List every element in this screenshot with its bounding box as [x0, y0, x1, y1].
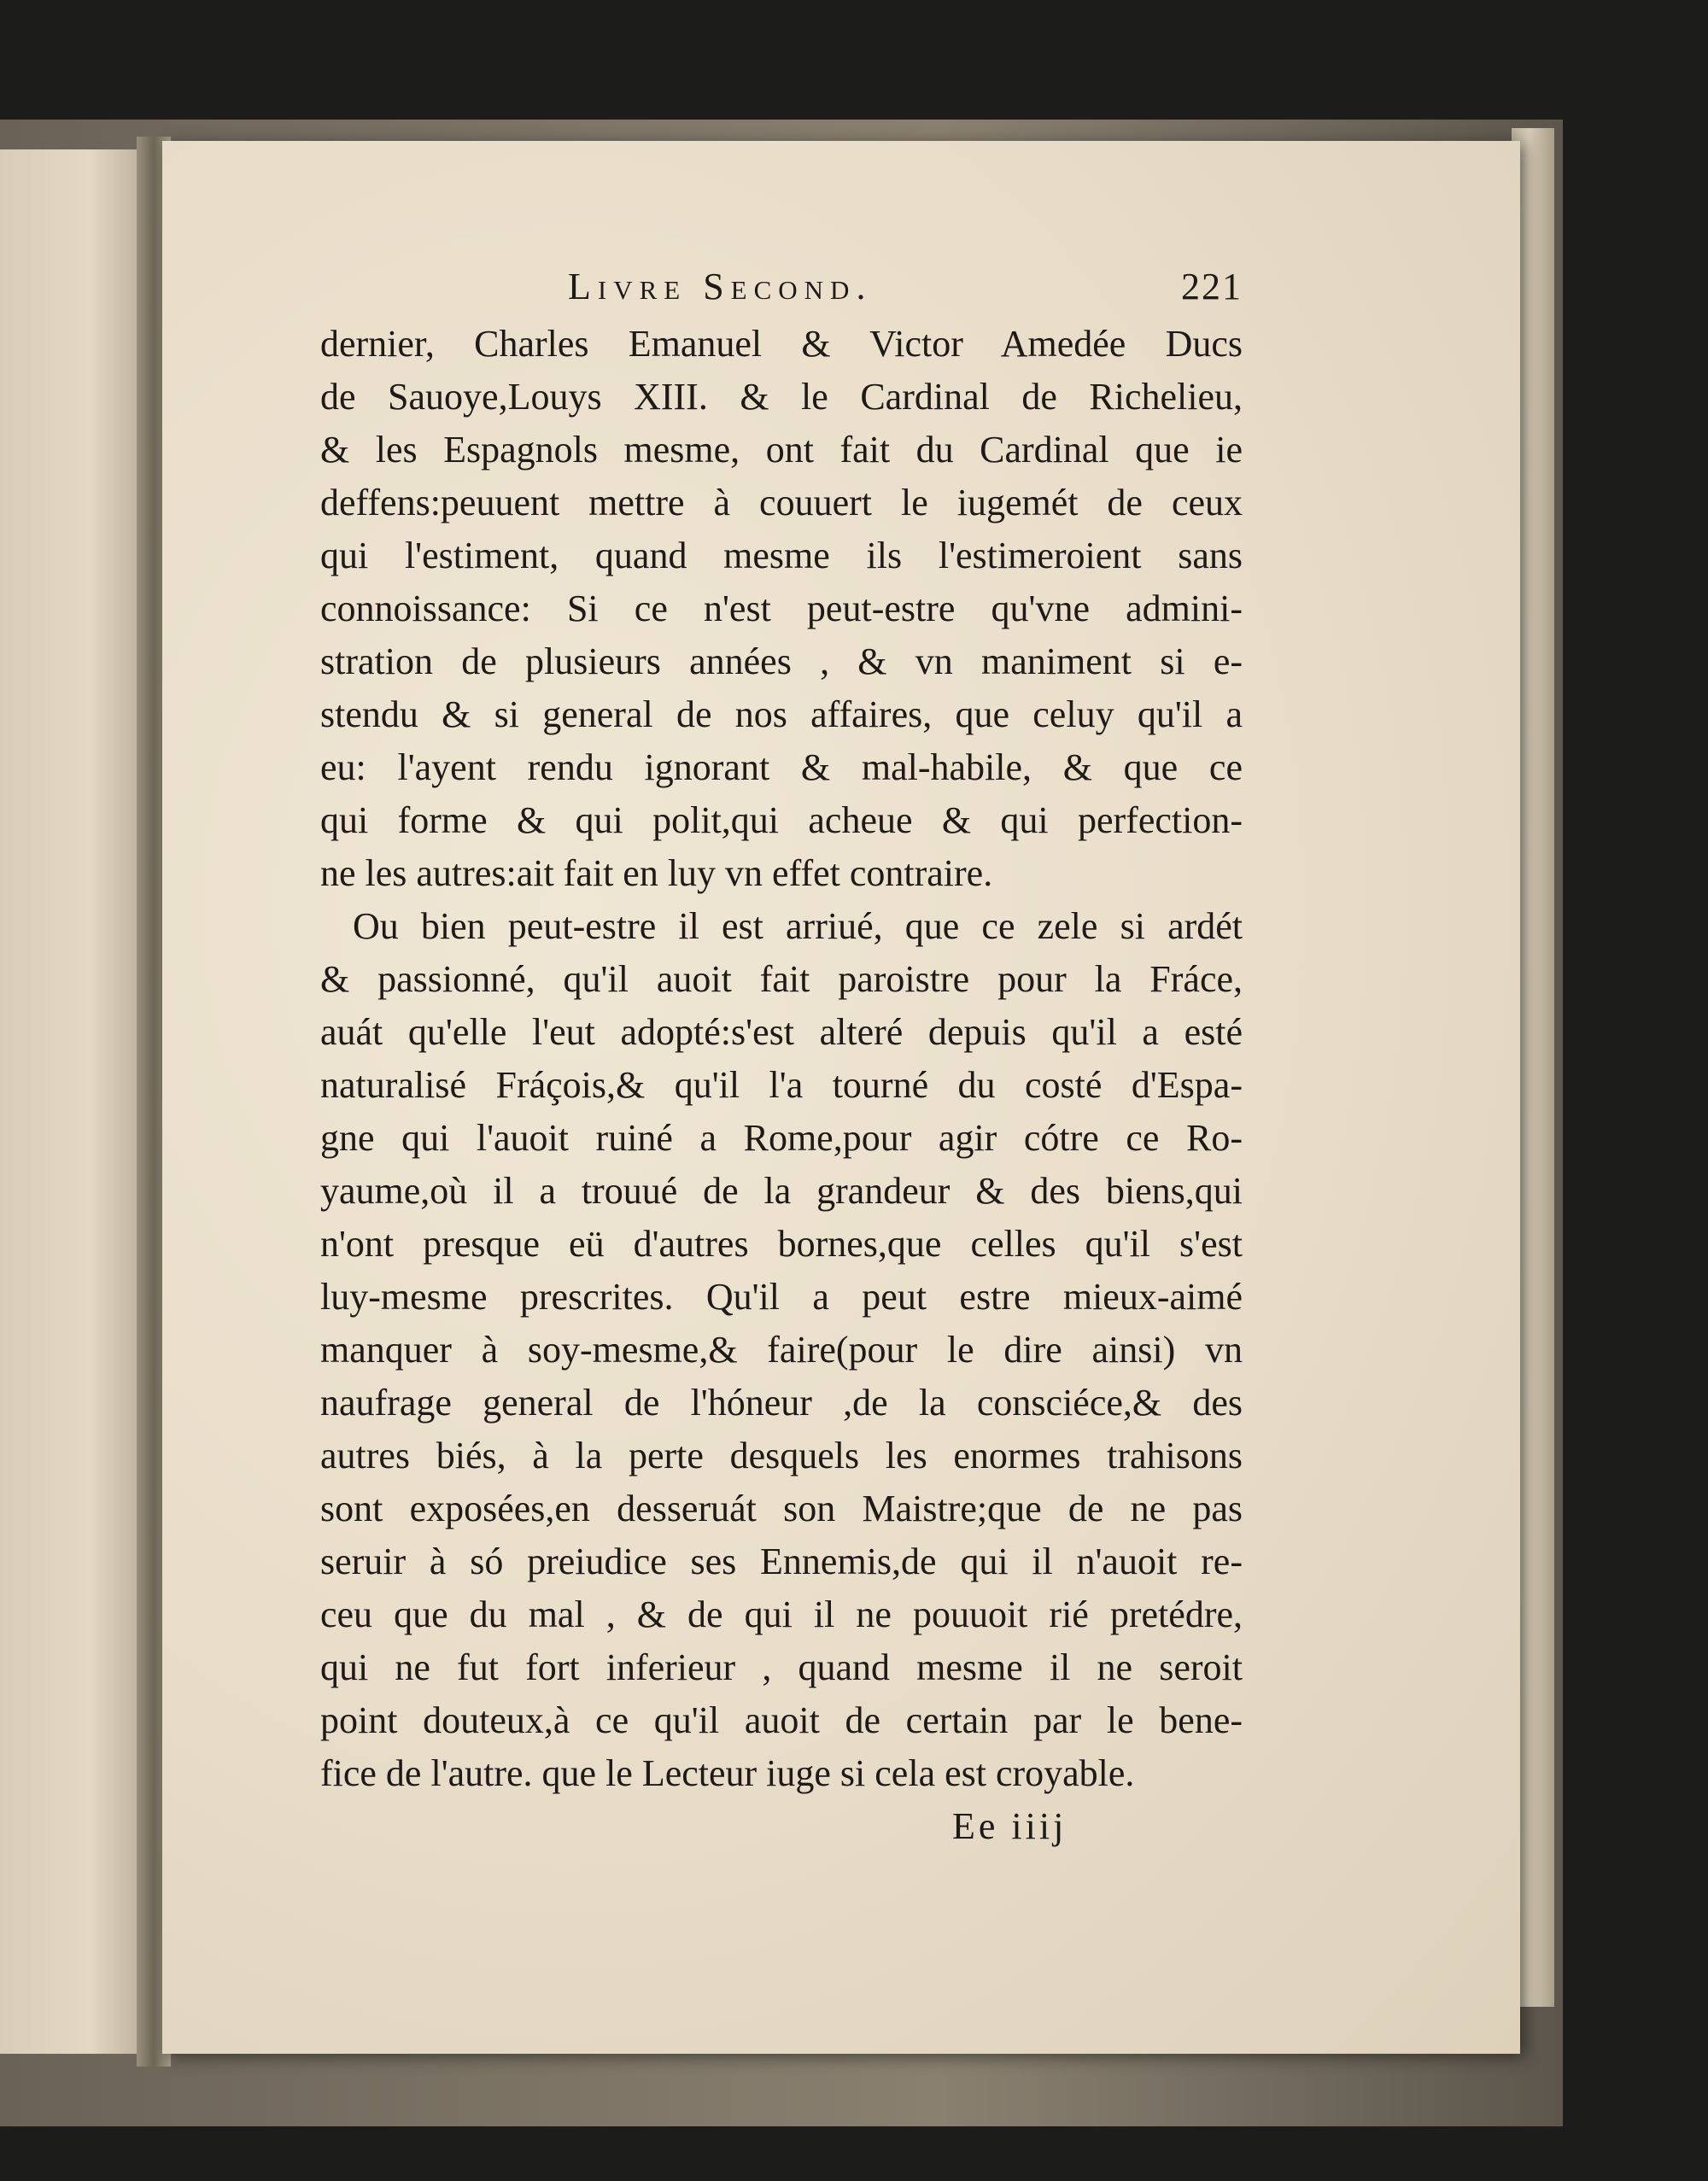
text-line: naturalisé Fráçois,& qu'il l'a tourné du costé d'Espa- [320, 1064, 1243, 1106]
text-line: ne les autres:ait fait en luy vn effet contraire. [320, 852, 993, 894]
text-line: qui l'estiment, quand mesme ils l'estimeroient sans [320, 535, 1243, 576]
text-line: n'ont presque eü d'autres bornes,que celles qu'il s'est [320, 1223, 1243, 1265]
text-line: stendu & si general de nos affaires, que celuy qu'il a [320, 693, 1243, 735]
text-line: de Sauoye,Louys XIII. & le Cardinal de Richelieu, [320, 376, 1243, 418]
text-line: autres biés, à la perte desquels les enormes trahisons [320, 1435, 1243, 1476]
text-line: stration de plusieurs années , & vn maniment si e- [320, 640, 1243, 682]
text-line: auát qu'elle l'eut adopté:s'est alteré depuis qu'il a esté [320, 1011, 1243, 1053]
text-line: & les Espagnols mesme, ont fait du Cardinal que ie [320, 429, 1243, 471]
text-line: manquer à soy-mesme,& faire(pour le dire ainsi) vn [320, 1329, 1243, 1371]
text-line: qui forme & qui polit,qui acheue & qui perfection- [320, 799, 1243, 841]
text-line: deffens:peuuent mettre à couuert le iugemét de ceux [320, 482, 1243, 523]
text-line: yaume,où il a trouué de la grandeur & des biens,qui [320, 1170, 1243, 1212]
text-line: sont exposées,en desseruát son Maistre;que de ne pas [320, 1488, 1243, 1529]
text-line: Ou bien peut-estre il est arriué, que ce zele si ardét [353, 905, 1243, 947]
text-line: qui ne fut fort inferieur , quand mesme il ne seroit [320, 1646, 1243, 1688]
signature-mark: Ee iiij [952, 1805, 1068, 1847]
text-line: point douteux,à ce qu'il auoit de certain par le bene- [320, 1699, 1243, 1741]
text-line: dernier, Charles Emanuel & Victor Amedée Ducs [320, 323, 1243, 365]
text-line: luy-mesme prescrites. Qu'il a peut estre mieux-aimé [320, 1276, 1243, 1318]
text-line: naufrage general de l'hóneur ,de la consciéce,& des [320, 1382, 1243, 1424]
running-title: Livre Second. [568, 266, 873, 307]
text-line: seruir à só preiudice ses Ennemis,de qui il n'auoit re- [320, 1541, 1243, 1582]
text-line: ceu que du mal , & de qui il ne pouuoit rié pretédre, [320, 1593, 1243, 1635]
page-number: 221 [1181, 266, 1243, 307]
text-line: fice de l'autre. que le Lecteur iuge si cela est croyable. [320, 1752, 1135, 1794]
text-line: gne qui l'auoit ruiné a Rome,pour agir cótre ce Ro- [320, 1117, 1243, 1159]
text-line: connoissance: Si ce n'est peut-estre qu'vne admini- [320, 588, 1243, 629]
text-line: eu: l'ayent rendu ignorant & mal-habile, & que ce [320, 746, 1243, 788]
page-text [320, 265, 1243, 1853]
text-line: & passionné, qu'il auoit fait paroistre pour la Fráce, [320, 958, 1243, 1000]
left-page-edge [0, 149, 149, 2054]
page-header [320, 265, 1243, 318]
